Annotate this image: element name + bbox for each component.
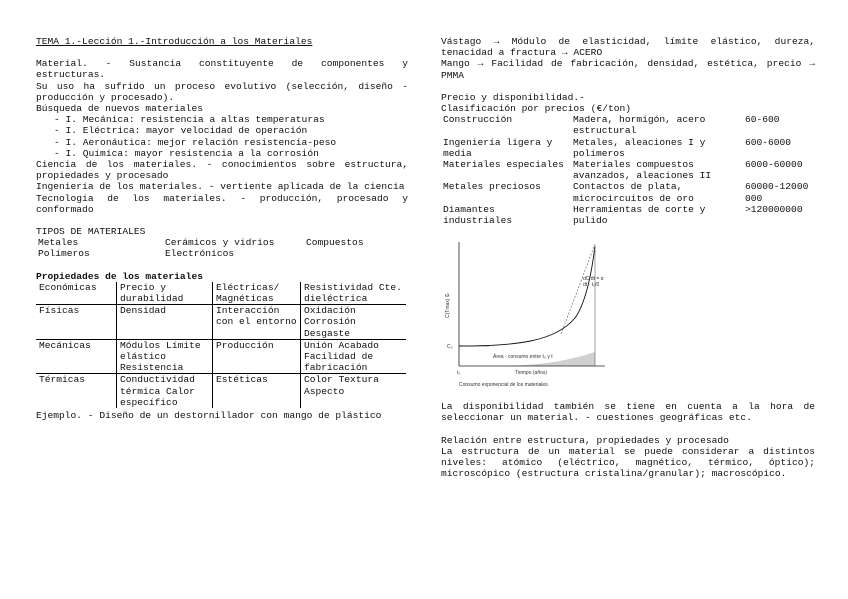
type-cell xyxy=(304,248,367,259)
availability-text: La disponibilidad también se tiene en cuenta a la hora de seleccionar un material. - cuestiones geográficas etc. xyxy=(441,401,815,424)
price-title: Precio y disponibilidad.- xyxy=(441,91,585,103)
y-axis-label: C(Tmax) ₲ xyxy=(445,293,451,319)
left-column xyxy=(36,36,408,421)
exponential-curve xyxy=(459,246,595,346)
x-axis-label: Tiempo (años) xyxy=(515,370,548,377)
table-cell: Metales, aleaciones I y polímeros xyxy=(573,136,706,159)
tangent-line xyxy=(561,244,595,334)
technology-definition: Tecnología de los materiales. - producción, procesado y conformado xyxy=(36,192,408,215)
table-cell: Mecánicas xyxy=(36,339,117,374)
table-cell: 60000-12000000 xyxy=(745,181,809,204)
lesson-title: TEMA 1.-Lección 1.-Introducción a los Materiales xyxy=(36,36,313,47)
consumption-chart-svg xyxy=(445,238,775,388)
table-cell: Módulos Límite elástico Resistencia xyxy=(117,339,213,374)
type-cell: Compuestos xyxy=(306,237,364,249)
type-cell: Metales xyxy=(38,237,79,249)
search-text: Búsqueda de nuevos materiales xyxy=(36,103,203,115)
relation-title: Relación entre estructura, propiedades y procesado xyxy=(441,434,729,446)
type-cell: Electrónicos xyxy=(165,248,235,260)
table-row xyxy=(441,114,815,136)
type-cell: Polímeros xyxy=(38,248,90,260)
properties-table xyxy=(36,282,406,408)
table-cell: Metales preciosos xyxy=(443,181,541,193)
table-cell: Producción xyxy=(213,339,301,374)
table-row xyxy=(441,159,815,181)
table-cell: Diamantes industriales xyxy=(443,203,513,227)
table-cell: Conductividad térmica Calor específico xyxy=(117,374,213,408)
table-cell: Eléctricas/ Magnéticas xyxy=(213,282,301,305)
relation-text: La estructura de un material se puede considerar a distintos niveles: atómico (eléctrico, magnético, térmico, óptico); microscópico (estructura cristalina/granular); macroscópico. xyxy=(441,445,815,480)
table-cell: Físicas xyxy=(36,305,117,340)
industry-list xyxy=(36,114,408,159)
rod-text: Vástago → Módulo de elasticidad, límite elástico, dureza, tenacidad a fractura → ACERO xyxy=(441,36,815,59)
industry-item: - I. Química: mayor resistencia a la corrosión xyxy=(54,148,408,159)
area-label: Área - consumo entre t₀ y t xyxy=(493,354,553,361)
table-cell: Construcción xyxy=(443,114,513,126)
table-cell: Herramientas de corte y pulido xyxy=(573,203,706,227)
table-cell: Densidad xyxy=(117,305,213,340)
table-cell: Estéticas xyxy=(213,374,301,408)
table-cell: Precio y durabilidad xyxy=(117,282,213,305)
table-cell: Madera, hormigón, acero estructural xyxy=(573,114,706,137)
table-row xyxy=(441,181,815,203)
table-cell: Resistividad Cte. dieléctrica xyxy=(301,282,407,305)
handle-text: Mango → Facilidad de fabricación, densidad, estética, precio → PMMA xyxy=(441,58,815,81)
right-column xyxy=(441,36,815,479)
table-cell: Contactos de plata, microcircuitos de oro xyxy=(573,181,694,204)
table-cell: Térmicas xyxy=(36,374,117,408)
table-row xyxy=(441,137,815,159)
price-table xyxy=(441,114,815,226)
tangent-label-2: dt · t₀/0 xyxy=(583,282,600,289)
chart-caption: Consumo exponencial de los materiales. xyxy=(459,382,550,389)
c0-label: C₀ xyxy=(447,344,453,351)
table-row xyxy=(36,374,406,408)
science-definition: Ciencia de los materiales. - conocimientos sobre estructura, propiedades y procesado xyxy=(36,159,408,182)
engineering-definition: Ingeniería de los materiales. - vertiente aplicada de la ciencia xyxy=(36,181,405,193)
table-row xyxy=(36,282,406,305)
industry-item: - I. Eléctrica: mayor velocidad de operación xyxy=(54,125,408,136)
table-cell: Materiales especiales xyxy=(443,159,564,171)
material-definition: Material. - Sustancia constituyente de componentes y estructuras. xyxy=(36,58,408,81)
table-cell: Oxidación Corrosión Desgaste xyxy=(301,305,407,340)
table-cell: 600-6000 xyxy=(745,136,792,148)
table-cell: >120000000 xyxy=(745,203,803,215)
types-title: TIPOS DE MATERIALES xyxy=(36,226,146,238)
types-table xyxy=(36,237,367,259)
table-cell: Materiales compuestos avanzados, aleaciones II xyxy=(573,159,712,182)
industry-item: - I. Aeronáutica: mejor relación resistencia-peso xyxy=(54,137,408,148)
table-cell: Color Textura Aspecto xyxy=(301,374,407,408)
tangent-label: dC/dt = α xyxy=(583,276,604,283)
table-cell: Ingeniería ligera y media xyxy=(443,136,553,159)
consumption-chart xyxy=(445,238,775,390)
table-cell: Unión Acabado Facilidad de fabricación xyxy=(301,339,407,374)
t0-label: t₀ xyxy=(457,370,461,377)
type-cell: Cerámicos y vidrios xyxy=(165,237,275,249)
table-cell: Económicas xyxy=(39,281,97,293)
table-cell: 60-600 xyxy=(745,114,780,126)
price-classification: Clasificación por precios (€/ton) xyxy=(441,103,631,115)
table-row xyxy=(441,204,815,226)
table-cell: Interacción con el entorno xyxy=(213,305,301,340)
table-cell: 6000-60000 xyxy=(745,159,803,171)
example-text: Ejemplo. - Diseño de un destornillador con mango de plástico xyxy=(36,410,382,422)
evolution-text: Su uso ha sufrido un proceso evolutivo (selección, diseño -producción y procesado). xyxy=(36,80,408,103)
industry-item: - I. Mecánica: resistencia a altas temperaturas xyxy=(54,114,408,125)
properties-title: Propiedades de los materiales xyxy=(36,270,203,282)
table-row xyxy=(36,305,406,340)
table-row xyxy=(36,339,406,374)
